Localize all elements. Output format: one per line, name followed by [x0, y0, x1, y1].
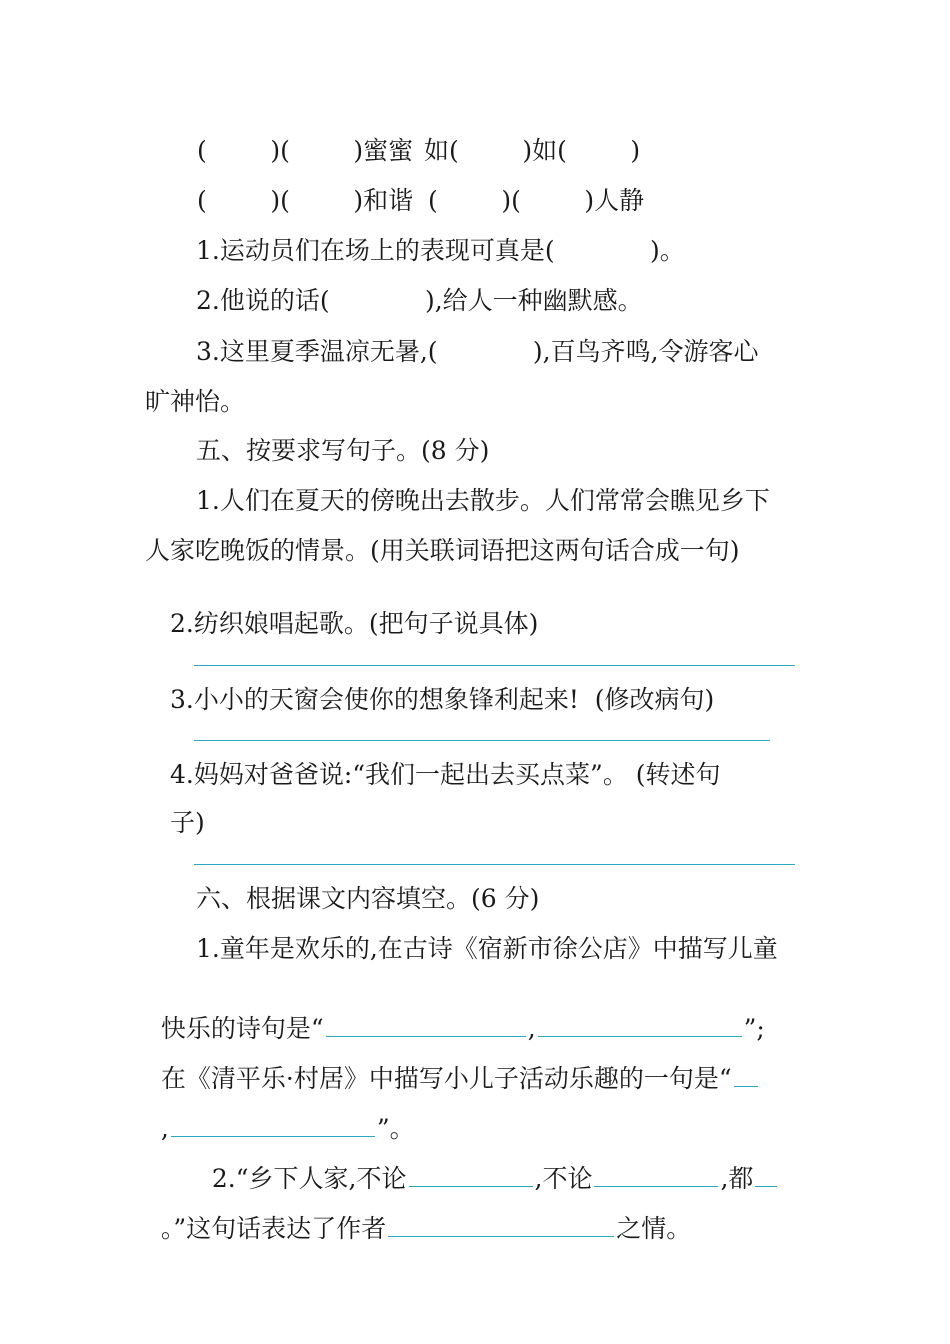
section6-q1-line2-start: 快乐的诗句是“ — [160, 1014, 324, 1043]
section6-q2-line2 — [145, 1184, 691, 1244]
section5-q1-line1: 1.人们在夏天的傍晚出去散步。人们常常会瞧见乡下 — [196, 486, 770, 515]
section5-q3: 3.小小的天窗会使你的想象锋利起来! (修改病句) — [170, 685, 715, 714]
idiom-row1-part1: ( )( )蜜蜜 — [197, 136, 414, 165]
answer-line-q4[interactable] — [194, 864, 795, 865]
section5-q2: 2.纺织娘唱起歌。(把句子说具体) — [170, 609, 539, 638]
section6-q2-line1-end: ,都 — [720, 1164, 754, 1193]
fill-sentence-1: 1.运动员们在场上的表现可真是( )。 — [196, 236, 685, 265]
section6-q1-line4-start: , — [160, 1114, 169, 1143]
section6-q1-line2-end: ”; — [743, 1014, 765, 1043]
idiom-row2-part2: ( )( )人静 — [428, 186, 645, 215]
section5-q1-line2: 人家吃晚饭的情景。(用关联词语把这两句话合成一句) — [145, 536, 740, 565]
section6-q2-line2-end: 之情。 — [616, 1214, 692, 1243]
section5-q4-line1: 4.妈妈对爸爸说:“我们一起出去买点菜”。 (转述句 — [170, 760, 721, 789]
fill-sentence-2: 2.他说的话( ),给人一种幽默感。 — [196, 286, 643, 315]
section6-title: 六、根据课文内容填空。(6 分) — [196, 884, 540, 913]
answer-blank-q2-feeling[interactable] — [388, 1214, 614, 1237]
answer-blank-poem2-a[interactable] — [734, 1064, 758, 1087]
idiom-row2-part1: ( )( )和谐 — [197, 186, 414, 215]
section6-q2-line1-start: 2.“乡下人家,不论 — [211, 1164, 407, 1193]
section6-q1-line1: 1.童年是欢乐的,在古诗《宿新市徐公店》中描写儿童 — [196, 934, 778, 963]
section6-q2-line1-mid: ,不论 — [534, 1164, 593, 1193]
fill-sentence-3-cont: 旷神怡。 — [145, 387, 246, 416]
section6-q2-line2-start: 。”这句话表达了作者 — [160, 1214, 387, 1243]
idiom-row1-part2: 如( )如( ) — [424, 136, 641, 165]
section5-q4-line2: 子) — [170, 808, 205, 837]
section6-q1-line4-end: ”。 — [376, 1114, 415, 1143]
answer-line-q2[interactable] — [194, 665, 795, 666]
section5-title: 五、按要求写句子。(8 分) — [196, 436, 490, 465]
section6-q1-line2-sep: , — [527, 1014, 536, 1043]
section6-q1-line3-text: 在《清平乐·村居》中描写小儿子活动乐趣的一句是“ — [160, 1064, 732, 1093]
answer-line-q3[interactable] — [194, 740, 770, 741]
fill-sentence-3: 3.这里夏季温凉无暑,( ),百鸟齐鸣,令游客心 — [196, 337, 759, 366]
answer-blank-q2-c[interactable] — [755, 1164, 777, 1187]
